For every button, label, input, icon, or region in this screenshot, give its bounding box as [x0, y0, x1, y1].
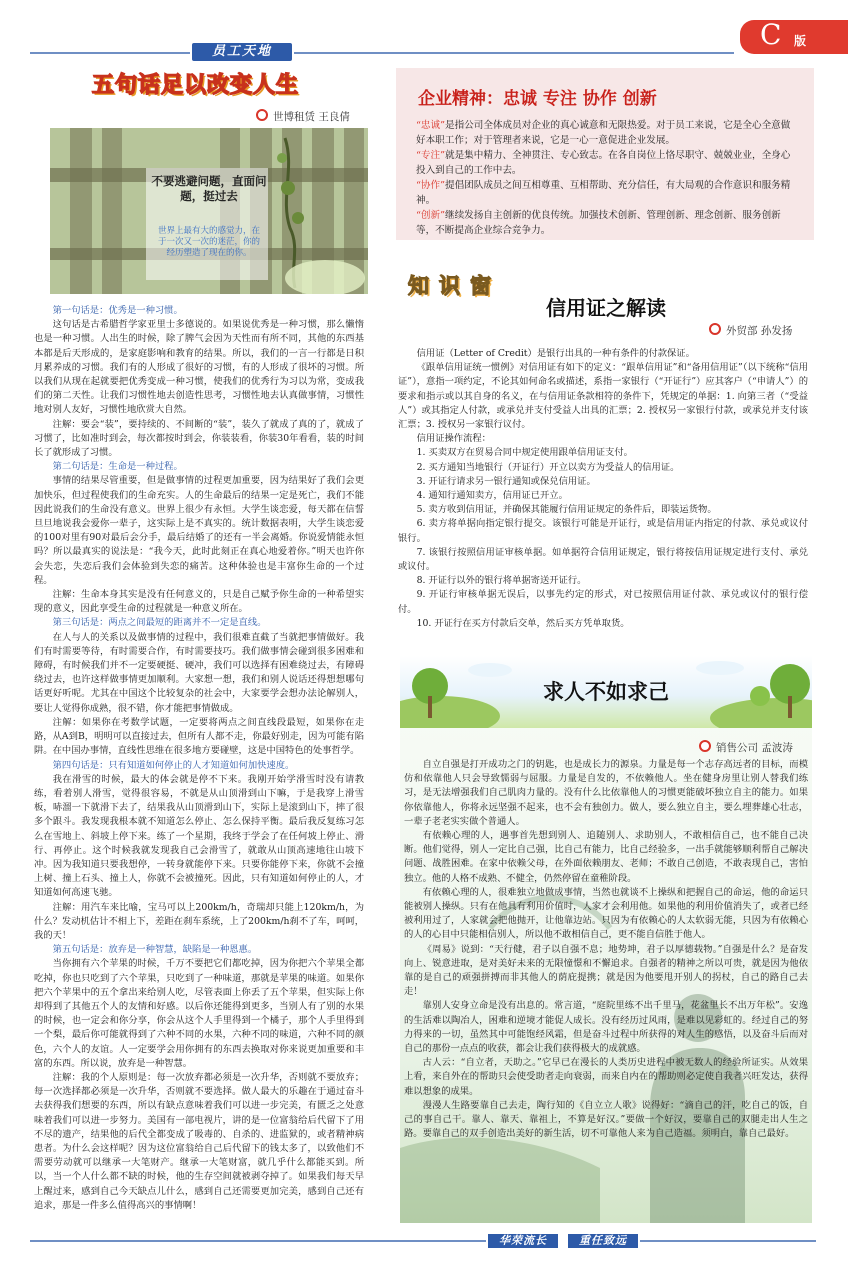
paragraph: 当你拥有六个苹果的时候，千万不要把它们都吃掉，因为你把六个苹果全都吃掉，你也只吃到了六个苹果，只吃到了一种味道，那就是苹果的味道。如果你把六个苹果中的五个拿出来给别人吃，尽管表面上你丢了五个苹果，但实际上你却得到了其他五个人的友情和好感。以后你还能得到更多，当别人有了别的水果的时候，也一定会和你分享，你会从这个人手里得到一个橘子，那个人手里得到一个梨，最后你可能就得到了六种不同的水果，六种不同的味道，六种不同的颜色，六个人的友谊。人一定要学会用你拥有的东西去换取对你来说更加重要和丰富的东西。所以说，放弃是一种智慧。: [34, 958, 364, 1069]
spirit-item-text: 是指公司全体成员对企业的真心诚意和无限热爱。对于员工来说，它是全心全意做好本职工作；对于管理者来说，它是一心一意促进企业发展。: [416, 120, 791, 146]
paragraph: 1. 买卖双方在贸易合同中规定使用跟单信用证支付。: [416, 447, 633, 459]
subheading: 第二句话是：生命是一种过程。: [52, 461, 183, 473]
spirit-item: [416, 208, 796, 238]
section-letter: C: [760, 18, 782, 51]
paragraph: 注解：要会“装”，要持续的、不间断的“装”，装久了就成了真的了，就成了习惯了，比如准时到会，每次都按时到会，你装装看，你装30年看看，装的时间长了就形成了习惯。: [34, 418, 364, 459]
subheading: 第三句话是：两点之间最短的距离并不一定是直线。: [52, 617, 267, 629]
footer-rule-right: [640, 1240, 816, 1242]
paragraph: 2. 买方通知当地银行（开证行）开立以卖方为受益人的信用证。: [416, 461, 680, 473]
spirit-item-key: “创新”: [416, 210, 445, 221]
paragraph: 事情的结果尽管重要，但是做事情的过程更加重要，因为结果好了我们会更加快乐，但过程使我们的生命充实。人的生命最后的结果一定是死亡，我们不能因此说我们的生命没有意义。世界上很少有永恒。大学生谈恋爱，每天都在信誓旦旦地说我会爱你一辈子，这实际上是不真实的。统计数据表明，大学生谈恋爱的100对里有90对最后会分手，最后结婚了的还有一半会离婚。你说爱情能永恒吗？所以最真实的说法是：“我今天，此时此刻正在真心地爱着你。”明天也许你会失恋，失恋后我们会体验到失恋的痛苦。这种体验也是丰富你生命的一个过程。: [34, 475, 364, 586]
article1-byline: [256, 109, 350, 124]
footer-motto-right: 重任致远: [568, 1234, 638, 1248]
paragraph: 靠别人安身立命是没有出息的。常言道，“庭院里练不出千里马，花盆里长不出万年松”。安逸的生活难以陶冶人，困难和逆境才能促人成长。没有经历过风雨，是难以见彩虹的。经过自己的努力得来的一切，虽然其中可能饱经风霜，但是奋斗过程中所获得的对人生的感悟，以及奋斗后而对自己的那份一点点的收获，都会让我们获得极大的成就感。: [404, 1000, 808, 1055]
paragraph: 注解：生命本身其实是没有任何意义的，只是自己赋予你生命的一种希望实现的意义，因此享受生命的过程就是一种意义所在。: [34, 589, 364, 615]
article3-byline: [699, 740, 793, 755]
spirit-item: [416, 178, 796, 208]
spirit-item: [416, 148, 796, 178]
paragraph: 《周易》说到：“天行健，君子以自强不息；地势坤，君子以厚德载物。”自强是什么？是奋发向上、锐意进取，是对美好未来的无限憧憬和不懈追求。自强者的精神之所以可贵，就是因为他依靠的是自己的顽强拼搏而非其他人的荫庇提携；就是因为他要甩开别人的拐杖，自己的路自己去走！: [404, 943, 808, 998]
spirit-body: [416, 118, 796, 238]
paragraph: 这句话是古希腊哲学家亚里士多德说的。如果说优秀是一种习惯，那么懒惰也是一种习惯。人出生的时候，除了脾气会因为天性而有所不同，其他的东西基本都是后天形成的，是家庭影响和教育的结果。所以，我们的一言一行都是日积月累养成的习惯。我们有的人形成了很好的习惯，有的人形成了很坏的习惯。所以我们从现在起就要把优秀变成一种习惯，使我们的优秀行为习以为常，变成我们的第二天性。让我们习惯性地去创造性思考，习惯性地去认真做事情，习惯性地对别人友好，习惯性地欣赏大自然。: [34, 319, 364, 416]
spirit-item-key: “忠诚”: [416, 120, 445, 131]
footer-motto-left: 华荣流长: [488, 1234, 558, 1248]
spirit-item-text: 就是集中精力、全神贯注、专心致志。在各自岗位上恪尽职守、兢兢业业，全身心投入到自己的工作中去。: [416, 150, 791, 176]
spirit-item: [416, 118, 796, 148]
article3-title: 求人不如求己: [543, 680, 669, 704]
spirit-title: 企业精神：忠诚 专注 协作 创新: [418, 89, 657, 109]
paragraph: 3. 开证行请求另一银行通知或保兑信用证。: [416, 475, 596, 487]
paragraph: 10. 开证行在买方付款后交单，然后买方凭单取货。: [416, 617, 630, 629]
spirit-item-text: 继续发扬自主创新的优良传统。加强技术创新、管理创新、理念创新、服务创新等，不断提高企业综合竞争力。: [416, 210, 781, 236]
paragraph: 7. 该银行按照信用证审核单据。如单据符合信用证规定，银行将按信用证规定进行支付、承兑或议付。: [398, 546, 808, 573]
knowledge-byline-text: 外贸部 孙发扬: [726, 325, 793, 337]
paragraph: 古人云：“自立者，天助之。”它早已在漫长的人类历史进程中被无数人的经验所证实。从效果上看，来自外在的帮助只会使受助者走向衰弱，而来自内在的帮助则必定使自我者兴旺发达，获得难以想象的成果。: [404, 1057, 808, 1097]
spirit-item-text: 提倡团队成员之间互相尊重、互相帮助、充分信任，有大局观的合作意识和服务精神。: [416, 180, 791, 206]
corporate-spirit-box: [396, 68, 814, 240]
article1-photo: [50, 128, 368, 294]
paragraph: 6. 卖方将单据向指定银行提交。该银行可能是开证行，或是信用证内指定的付款、承兑或议付银行。: [398, 518, 808, 544]
knowledge-tag: 知识窗: [408, 274, 501, 298]
byline-dot-icon: [256, 109, 268, 121]
paragraph: 《跟单信用证统一惯例》对信用证有如下的定义：“跟单信用证”和“备用信用证”（以下统称“信用证”），意指一项约定，不论其如何命名或描述，系指一家银行（“开证行”）应其客户（“申请人”）的要求和指示或以其自身的名义，在与信用证条款相符的条件下，凭规定的单据：1. 向第三者（“受益人”）或其指定人付款，或承兑并支付受益人出具的汇票；2. 授权另一家银行付款，或承兑并支付该汇票；3. 授权另一家银行议付。: [398, 362, 808, 431]
article3-byline-text: 销售公司 孟波涛: [716, 742, 793, 754]
header-rule-left: [30, 52, 190, 54]
knowledge-title: 信用证之解读: [546, 296, 666, 320]
section-tab: [740, 20, 848, 54]
paragraph: 注解：如果你在考数学试题，一定要将两点之间直线段最短，如果你在走路，从A到B，明明可以直接过去，但所有人都不走，你最好别走，因为可能有陷阱。在中国办事情，直线性思维在很多地方要碰壁，这是中国特色的处事哲学。: [34, 716, 364, 757]
header-rule-right: [294, 52, 734, 54]
paragraph: 信用证操作流程：: [416, 433, 491, 445]
article1-title: 五句话足以改变人生: [92, 73, 300, 98]
article3-banner: [400, 656, 812, 728]
knowledge-byline: [709, 323, 792, 338]
byline-dot-icon: [699, 740, 711, 752]
knowledge-body: [398, 347, 808, 639]
paragraph: 漫漫人生路要靠自己去走，陶行知的《自立立人歌》说得好：“滴自己的汗，吃自己的饭，自己的事自己干。靠人、靠天、靠祖上，不算是好汉。”要做一个好汉，要靠自己的双腿走出人生之路。要靠自己的双手创造出美好的新生活，切不可靠他人来为自己造福。须明白，靠自己最好。: [404, 1099, 808, 1140]
subheading: 第五句话是：放弃是一种智慧，缺陷是一种恩惠。: [52, 944, 258, 956]
paragraph: 我在滑雪的时候，最大的体会就是停不下来。我刚开始学滑雪时没有请教练，看着别人滑雪，觉得很容易，不就是从山顶滑到山下嘛，于是我穿上滑雪板，哧溜一下就滑下去了，结果我从山顶滑到山下，实际上是滚到山下，摔了很多个跟斗。我发现我根本就不知道怎么停止、怎么保持平衡。最后我反复练习怎么在雪地上、斜坡上停下来。练了一个星期，我终于学会了在任何坡上停止、滑行、再停止。这个时候我就发现我自己会滑雪了，就敢从山顶高速地往山坡下冲。因为我知道只要我想停，一转身就能停下来。只要你能停下来，你就不会撞上树、撞上石头、撞上人，你就不会被撞死。因此，只有知道如何停止的人，才知道如何高速飞驰。: [34, 773, 364, 899]
footer-rule-left: [30, 1240, 486, 1242]
byline-dot-icon: [709, 323, 721, 335]
paragraph: 在人与人的关系以及做事情的过程中，我们很难直截了当就把事情做好。我们有时需要等待，有时需要合作，有时需要技巧。我们做事情会碰到很多困难和障碍，有时候我们并不一定要硬挺、硬冲，我们可以选择有困难绕过去，有障碍绕过去，也许这样做事情更加顺利。大家想一想，我们和别人说话还得想想哪句话更好听呢。尤其在中国这个比较复杂的社会中，大家要学会想办法论解别人，要让人觉得你成熟，很不错，你才能把事情做成。: [34, 631, 364, 714]
photo-caption-body: 世界上最有大的感觉力，在于一次又一次的迷茫，你的经历塑造了现在的你。: [157, 226, 260, 258]
column-name: 员工天地: [211, 44, 272, 59]
paragraph: 信用证（Letter of Credit）是银行出具的一种有条件的付款保证。: [416, 348, 695, 359]
subheading: 第四句话是：只有知道如何停止的人才知道如何加快速度。: [52, 759, 295, 771]
spirit-item-key: “协作”: [416, 180, 445, 191]
article1-body: [34, 304, 364, 1232]
article3-body: [404, 758, 808, 1218]
paragraph: 4. 通知行通知卖方，信用证已开立。: [416, 490, 568, 502]
paragraph: 自立自强是打开成功之门的钥匙，也是成长力的源泉。力量是每一个志存高远者的目标，而模仿和依靠他人只会导致懦弱与屈服。力量是自发的，不依赖他人。坐在健身房里让别人替我们练习，是无法增强我们自己肌肉力量的。没有什么比依靠他人的习惯更能破坏独立自主的能力。如果你依靠他人，你将永远坚强不起来，也不会有独创力。做人，要么独立自主，要么埋葬雄心壮志，一辈子老老实实做个普通人。: [404, 759, 808, 827]
paragraph: 有依赖心理的人，很难独立地做成事情，当然也就谈不上操纵和把握自己的命运，他的命运只能被别人操纵。只有在他具有利用价值时，人家才会利用他。如果他的利用价值消失了，或者已经被利用过了，人家就会把他抛开，让他靠边站。只因为有依赖心的人太软弱无能，只因为有依赖心的人的心目中只能相信别人，所以他不敢相信自己，更不能自信胜于他人。: [404, 886, 808, 941]
paragraph: 5. 卖方收到信用证，并确保其能履行信用证规定的条件后，即装运货物。: [416, 504, 717, 516]
subheading: 第一句话是：优秀是一种习惯。: [52, 305, 183, 316]
article1-byline-text: 世博租赁 王良倩: [273, 111, 350, 123]
paragraph: 注解：用汽车来比喻，宝马可以上200km/h，奇瑞却只能上120km/h，为什么？发动机估计不相上下，差距在刹车系统，上了200km/h刹不了车，呵呵，我的天！: [34, 901, 364, 941]
photo-caption-title: 不要逃避问题，直面问题，挺过去: [151, 174, 267, 203]
paragraph: 8. 开证行以外的银行将单据寄送开证行。: [416, 575, 587, 587]
paragraph: 9. 开证行审核单据无误后，以事先约定的形式，对已按照信用证付款、承兑或议付的银行偿付。: [398, 589, 808, 615]
paragraph: 有依赖心理的人，遇事首先想到别人、追随别人、求助别人，不敢相信自己，也不能自己决断。他们觉得，别人一定比自己强，比自己有能力，比自己经验多，一出手就能够顺利帮自己解决问题、战胜困难。在家中依赖父母，在外面依赖朋友、老师；不敢自己创造，不敢表现自己，害怕独立。他的人格不成熟、不健全，仍然停留在童稚阶段。: [404, 830, 808, 884]
section-suffix: 版: [794, 34, 807, 48]
spirit-item-key: “专注”: [416, 150, 445, 161]
column-name-badge: [192, 43, 292, 61]
paragraph: 注解：我的个人原则是：每一次放弃都必须是一次升华，否则就不要放弃；每一次选择都必须是一次升华，否则就不要选择。做人最大的乐趣在于通过奋斗去获得我们想要的东西，所以有缺点意味着我们可以进一步完美，有匮乏之处意味着我们可以进一步努力。美国有一部电视片，讲的是一位富翁给后代留下了用不尽的遗产，结果他的后代全都变成了吸毒的、自杀的、进监狱的，或者精神病患者。为什么会这样呢？因为这位富翁给自己后代留下的钱太多了，以致他们不需要劳动就可以继承一大笔财产。继承一大笔财富，就几乎什么都能买到。所以，当一个人什么都不缺的时候，他的生存空间就被剥夺掉了。如果我们每天早上醒过来，感到自己今天缺点儿什么，感到自己还需要更加完美，感到自己还有追求，那是一件多么值得高兴的事情啊！: [34, 1071, 364, 1211]
